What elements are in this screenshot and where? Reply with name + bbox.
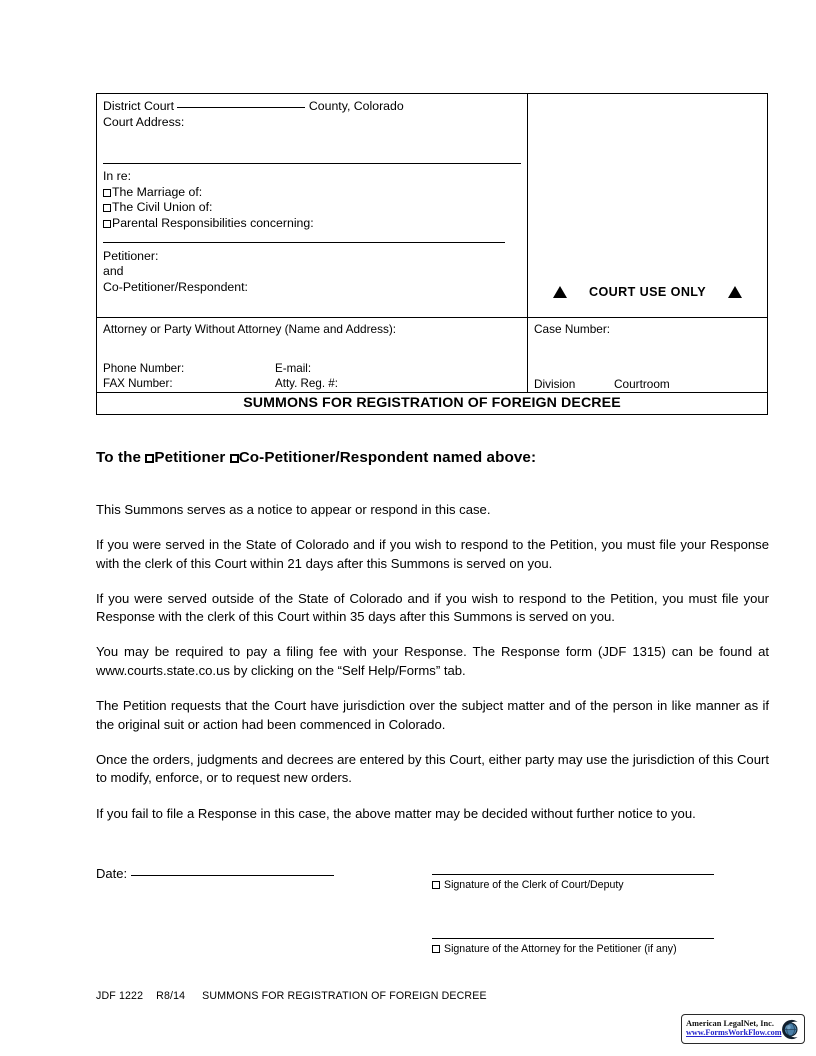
footer-title: SUMMONS FOR REGISTRATION OF FOREIGN DECREE (202, 990, 487, 1002)
summons-body (96, 501, 769, 823)
caption-court-cell (97, 94, 528, 317)
clerk-signature-label-row (432, 875, 714, 892)
clerk-signature-label: Signature of the Clerk of Court/Deputy (444, 879, 624, 891)
court-use-only-cell (528, 94, 767, 317)
footer-revision: R8/14 (156, 990, 186, 1002)
fax-number-label: FAX Number: (103, 376, 173, 390)
county-state-label: County, Colorado (308, 99, 404, 113)
county-blank[interactable] (177, 107, 305, 108)
body-paragraph: If you fail to file a Response in this case, the above matter may be decided without further notice to you. (96, 805, 696, 821)
court-address-label: Court Address: (103, 114, 185, 129)
in-re-label: In re: (103, 169, 132, 184)
attorney-signature-label-row (432, 939, 714, 956)
body-paragraph: Once the orders, judgments and decrees are entered by this Court, either party may use the jurisdiction of this Court to modify, enforce, or to request new orders. (96, 751, 769, 786)
checkbox-icon[interactable] (432, 945, 440, 953)
body-paragraph: The Petition requests that the Court have jurisdiction over the subject matter and of the person in like manner as if the original suit or action had been commenced in Colorado. (96, 698, 769, 732)
addressee-heading (96, 449, 536, 466)
attorney-cell (97, 318, 528, 392)
form-title-bar: SUMMONS FOR REGISTRATION OF FOREIGN DECREE (97, 392, 767, 414)
clerk-signature-block (432, 874, 714, 892)
in-re-option-label: The Civil Union of: (112, 200, 213, 215)
addressee-prefix: To the (96, 449, 146, 466)
checkbox-icon[interactable] (432, 881, 440, 889)
addressee-option-petitioner: Petitioner (154, 449, 230, 466)
and-label: and (103, 264, 124, 279)
caption-top-row (97, 94, 767, 317)
in-re-option-label: The Marriage of: (112, 184, 203, 199)
division-label: Division (534, 376, 576, 391)
district-court-line (103, 99, 521, 115)
addressee-suffix: named above: (428, 449, 537, 466)
footer-line (96, 990, 487, 1002)
in-re-name-blank[interactable] (103, 232, 521, 242)
footer-form-number: JDF 1222 (96, 990, 144, 1002)
court-address-blank[interactable] (103, 130, 521, 163)
in-re-option-civil-union[interactable] (103, 200, 521, 216)
checkbox-icon[interactable] (103, 204, 111, 212)
in-re-option-parental-responsibilities[interactable] (103, 216, 521, 232)
addressee-option-co-petitioner: Co-Petitioner/Respondent (238, 449, 429, 466)
date-blank[interactable] (131, 875, 334, 876)
date-field[interactable] (96, 866, 334, 881)
triangle-up-icon (553, 286, 567, 298)
in-re-option-marriage[interactable] (103, 185, 521, 201)
courtroom-label: Courtroom (614, 376, 670, 391)
checkbox-icon[interactable] (145, 454, 154, 463)
checkbox-icon[interactable] (103, 220, 111, 228)
fax-reg-row (103, 377, 521, 391)
district-court-label: District Court (103, 99, 175, 113)
attorney-contact-fields (103, 362, 521, 391)
american-legalnet-logo[interactable] (681, 1014, 805, 1044)
body-paragraph: If you were served in the State of Colorado and if you wish to respond to the Petition, you must file your Response with the clerk of this Court within 21 days after this Summons is served on you. (96, 537, 769, 571)
case-number-cell (528, 318, 767, 392)
caption-table (96, 93, 768, 415)
caption-attorney-row (97, 317, 767, 392)
phone-email-row (103, 362, 521, 376)
petitioner-label: Petitioner: (103, 248, 159, 263)
court-use-only-label: COURT USE ONLY (588, 285, 707, 299)
body-paragraph: If you were served outside of the State of Colorado and if you wish to respond to the Petition, you must file your Response with the clerk of this Court within 35 days after this Summons is served on you. (96, 590, 769, 625)
triangle-up-icon (728, 286, 742, 298)
logo-company-name: American LegalNet, Inc. (686, 1019, 774, 1029)
case-number-label: Case Number: (534, 322, 611, 336)
checkbox-icon[interactable] (230, 454, 239, 463)
body-paragraph: This Summons serves as a notice to appear or respond in this case. (96, 502, 491, 517)
attorney-signature-block (432, 938, 714, 956)
attorney-label: Attorney or Party Without Attorney (Name and Address): (103, 322, 397, 336)
globe-icon (778, 1018, 801, 1041)
co-petitioner-label: Co-Petitioner/Respondent: (103, 279, 248, 294)
email-label: E-mail: (275, 362, 312, 376)
body-paragraph: You may be required to pay a filing fee with your Response. The Response form (JDF 1315) can be found at www.courts.state.co.us by clicking on the “Self Help/Forms” tab. (96, 644, 769, 679)
in-re-option-label: Parental Responsibilities concerning: (112, 215, 314, 230)
attorney-signature-label: Signature of the Attorney for the Petitioner (if any) (444, 943, 677, 955)
date-label: Date: (96, 866, 128, 881)
checkbox-icon[interactable] (103, 189, 111, 197)
phone-number-label: Phone Number: (103, 362, 185, 376)
division-courtroom-row (534, 377, 670, 391)
logo-url-link[interactable]: www.FormsWorkFlow.com (686, 1028, 782, 1038)
logo-text-group (682, 1020, 782, 1037)
atty-reg-label: Atty. Reg. #: (275, 376, 338, 390)
court-use-only-banner (528, 285, 767, 299)
